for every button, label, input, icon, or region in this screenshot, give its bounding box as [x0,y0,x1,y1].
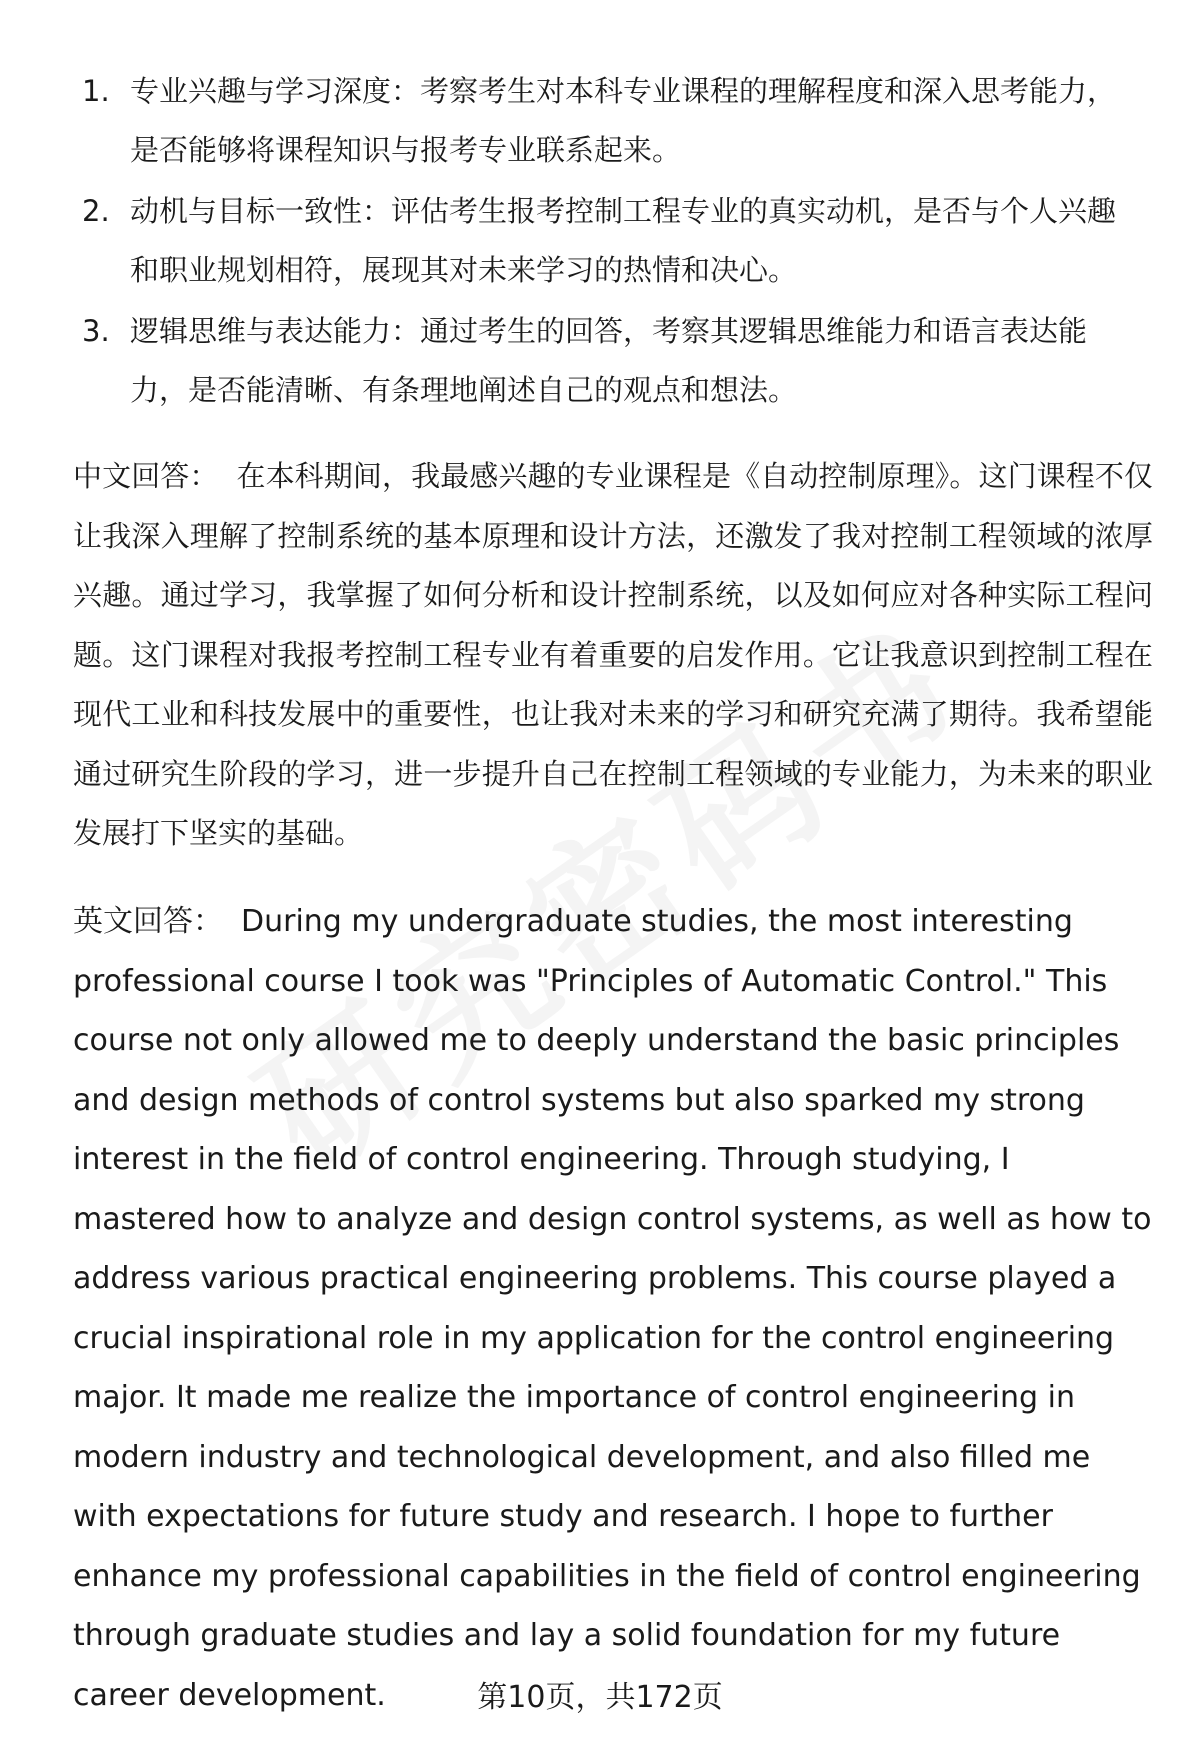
criteria-text: 逻辑思维与表达能力：通过考生的回答，考察其逻辑思维能力和语言表达能力，是否能清晰、有条理地阐述自己的观点和想法。 [130,314,1088,407]
criteria-item [82,182,1142,300]
criteria-number: 1. [82,74,110,108]
criteria-text: 专业兴趣与学习深度：考察考生对本科专业课程的理解程度和深入思考能力，是否能够将课程知识与报考专业联系起来。 [130,74,1117,167]
criteria-item [82,302,1142,420]
english-answer-label: 英文回答： [73,904,223,939]
criteria-number: 2. [82,194,110,228]
evaluation-criteria-list [82,62,1142,422]
page-number-label: 第10页，共172页 [477,1680,723,1715]
page-footer [0,1672,1200,1716]
criteria-number: 3. [82,314,110,348]
chinese-answer-paragraph [73,447,1153,864]
chinese-answer-label: 中文回答： [73,459,219,493]
english-answer-text: During my undergraduate studies, the most interesting professional course I took was "Principles of Automatic Control." This course not only allowed me to deeply understand the basic principles and design methods of control systems but also sparked my strong interest in the field of control engineering. Through studying, I mastered how to analyze and design control systems, as well as how to address various practical engineering problems. This course played a crucial inspirational role in my application for the control engineering major. It made me realize the importance of control engineering in modern industry and technological development, and also filled me with expectations for future study and research. I hope to further enhance my professional capabilities in the field of control engineering through graduate studies and lay a solid foundation for my future career development. [73,904,1152,1713]
criteria-item [82,62,1142,180]
criteria-text: 动机与目标一致性：评估考生报考控制工程专业的真实动机，是否与个人兴趣和职业规划相符，展现其对未来学习的热情和决心。 [130,194,1117,287]
chinese-answer-text: 在本科期间，我最感兴趣的专业课程是《自动控制原理》。这门课程不仅让我深入理解了控制系统的基本原理和设计方法，还激发了我对控制工程领域的浓厚兴趣。通过学习，我掌握了如何分析和设计控制系统，以及如何应对各种实际工程问题。这门课程对我报考控制工程专业有着重要的启发作用。它让我意识到控制工程在现代工业和科技发展中的重要性，也让我对未来的学习和研究充满了期待。我希望能通过研究生阶段的学习，进一步提升自己在控制工程领域的专业能力，为未来的职业发展打下坚实的基础。 [73,459,1153,850]
english-answer-paragraph [73,892,1153,1725]
